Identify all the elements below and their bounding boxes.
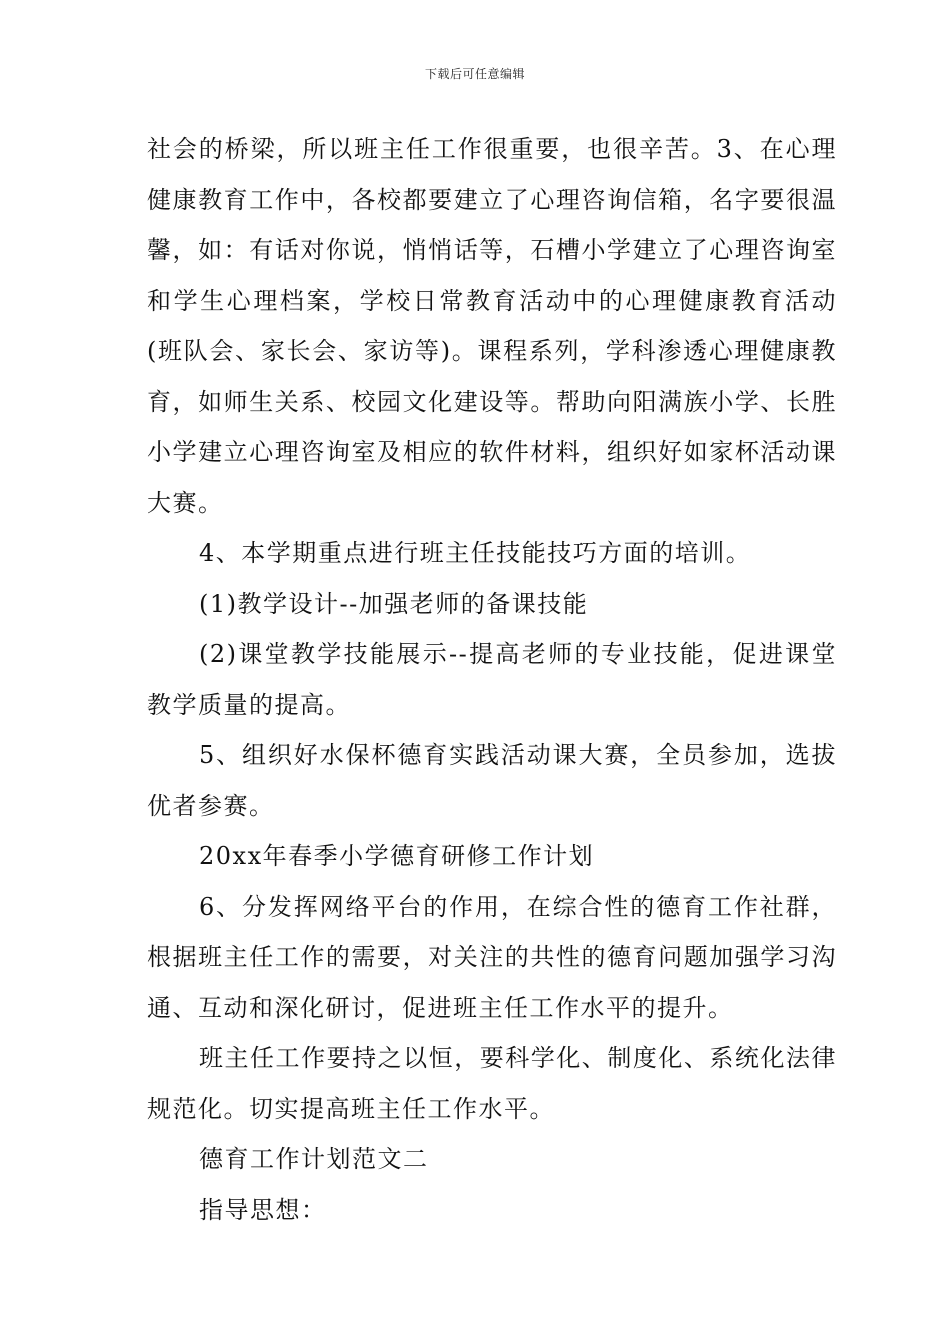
paragraph-subitem-2: (2)课堂教学技能展示--提高老师的专业技能，促进课堂教学质量的提高。 [147, 640, 837, 719]
paragraph-subitem-1: (1)教学设计--加强老师的备课技能 [199, 589, 589, 618]
page-header: 下载后可任意编辑 [424, 67, 525, 81]
paragraph-conclusion: 班主任工作要持之以恒，要科学化、制度化、系统化法律规范化。切实提高班主任工作水平。 [147, 1044, 837, 1123]
paragraph-item-5: 5、组织好水保杯德育实践活动课大赛，全员参加，选拔优者参赛。 [147, 741, 837, 820]
document-body [147, 124, 837, 1235]
paragraph-item-6: 6、分发挥网络平台的作用，在综合性的德育工作社群，根据班主任工作的需要，对关注的共性的德育问题加强学习沟通、互动和深化研讨，促进班主任工作水平的提升。 [147, 892, 837, 1022]
paragraph-continued: 社会的桥梁，所以班主任工作很重要，也很辛苦。3、在心理健康教育工作中，各校都要建立了心理咨询信箱，名字要很温馨，如：有话对你说，悄悄话等，石槽小学建立了心理咨询室和学生心理档案，学校日常教育活动中的心理健康教育活动(班队会、家长会、家访等)。课程系列，学科渗透心理健康教育，如师生关系、校园文化建设等。帮助向阳满族小学、长胜小学建立心理咨询室及相应的软件材料，组织好如家杯活动课大赛。 [147, 135, 837, 517]
section-heading-guiding-ideology: 指导思想： [199, 1195, 327, 1224]
section-title-plan: 20xx年春季小学德育研修工作计划 [199, 842, 595, 870]
section-title-sample-two: 德育工作计划范文二 [199, 1145, 429, 1173]
paragraph-item-4: 4、本学期重点进行班主任技能技巧方面的培训。 [199, 539, 752, 567]
